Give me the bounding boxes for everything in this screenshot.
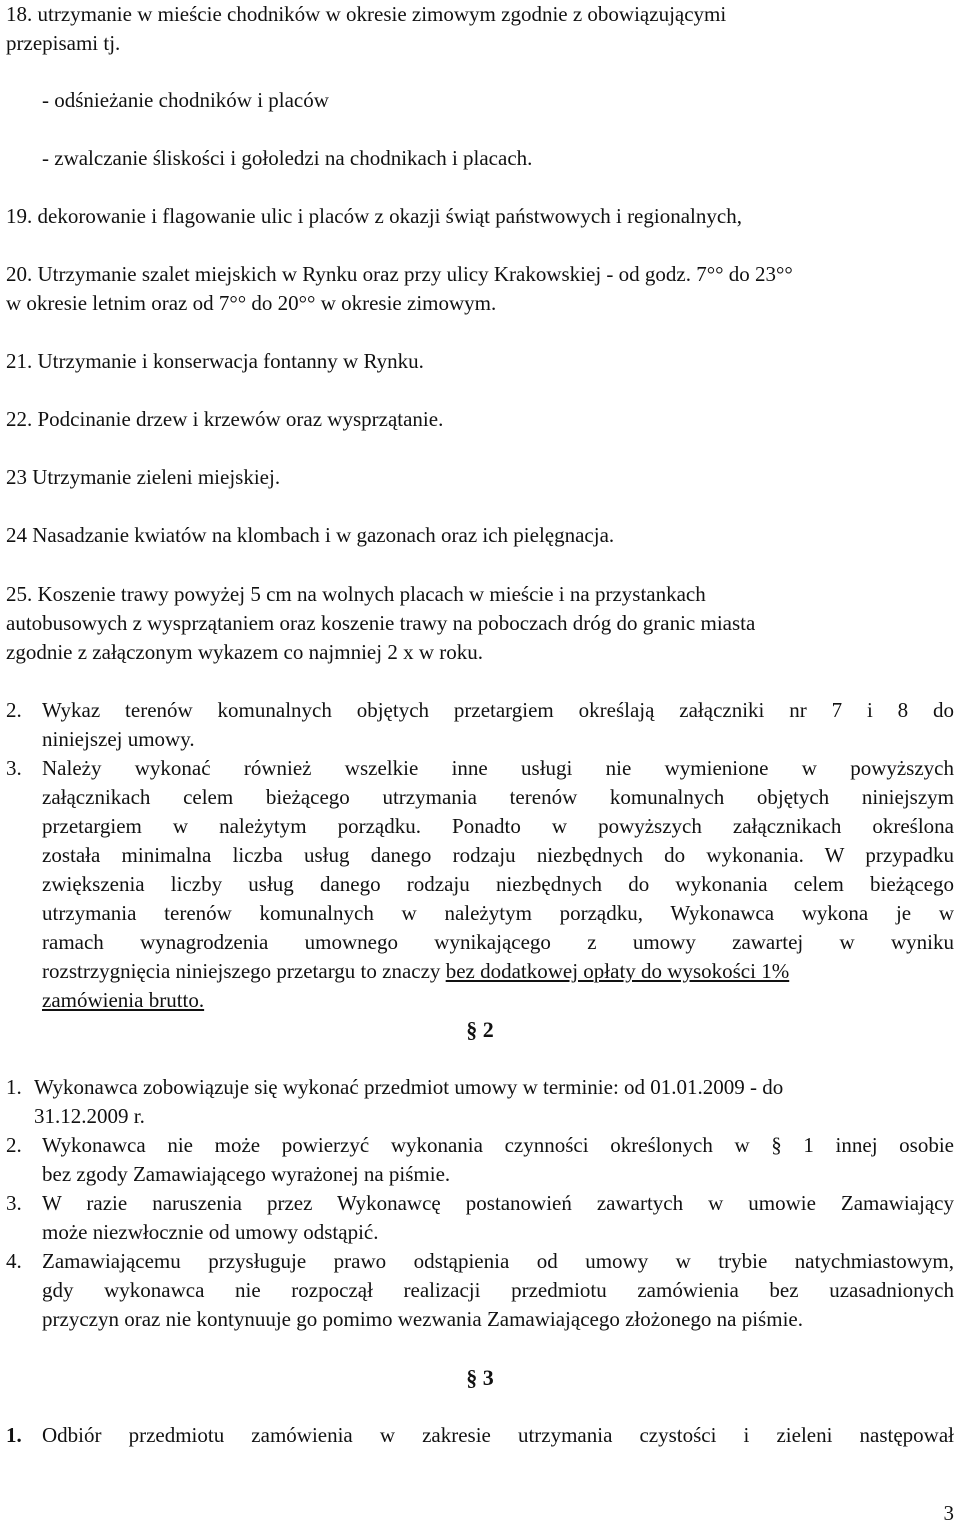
item-24: 24 Nasadzanie kwiatów na klombach i w gazonach oraz ich pielęgnacja. [6, 523, 615, 547]
s2-p3-line-2: może niezwłocznie od umowy odstąpić. [42, 1220, 379, 1244]
point-3-line-5: zwiększenia liczby usług danego rodzaju niezbędnych do wykonania celem bieżącego [42, 872, 954, 896]
point-2-number: 2. [6, 698, 22, 722]
s2-p4-line-2: gdy wykonawca nie rozpoczął realizacji przedmiotu zamówienia bez uzasadnionych [42, 1278, 954, 1302]
s2-p4-line-3: przyczyn oraz nie kontynuuje go pomimo wezwania Zamawiającego złożonego na piśmie. [42, 1307, 803, 1331]
point-3-line-8 [42, 957, 954, 986]
item-25-line-1: 25. Koszenie trawy powyżej 5 cm na wolnych placach w mieście i na przystankach [6, 582, 706, 606]
s2-p3-line-1: W razie naruszenia przez Wykonawcę postanowień zawartych w umowie Zamawiający [42, 1191, 954, 1215]
s2-p1-number: 1. [6, 1075, 22, 1099]
item-22: 22. Podcinanie drzew i krzewów oraz wysprzątanie. [6, 407, 444, 431]
section-3-heading: § 3 [466, 1365, 494, 1390]
item-20-line-1: 20. Utrzymanie szalet miejskich w Rynku oraz przy ulicy Krakowskiej - od godz. 7°° do 23°° [6, 262, 793, 286]
s2-p2-line-1: Wykonawca nie może powierzyć wykonania czynności określonych w § 1 innej osobie [42, 1133, 954, 1157]
point-3-line-2: załącznikach celem bieżącego utrzymania terenów komunalnych objętych niniejszym [42, 785, 954, 809]
item-20-line-2: w okresie letnim oraz od 7°° do 20°° w okresie zimowym. [6, 291, 497, 315]
point-3-line-7: ramach wynagrodzenia umownego wynikającego z umowy zawartej w wyniku [42, 930, 954, 954]
s2-p2-line-2: bez zgody Zamawiającego wyrażonej na piśmie. [42, 1162, 451, 1186]
point-3-line-8-text: rozstrzygnięcia niniejszego przetargu to znaczy [42, 959, 446, 983]
section-2-heading: § 2 [466, 1017, 494, 1042]
item-18-sub-a: - odśnieżanie chodników i placów [42, 88, 329, 112]
item-18-sub-b: - zwalczanie śliskości i gołoledzi na chodnikach i placach. [42, 146, 533, 170]
point-2-line-1: Wykaz terenów komunalnych objętych przetargiem określają załączniki nr 7 i 8 do [42, 698, 954, 722]
item-19: 19. dekorowanie i flagowanie ulic i placów z okazji świąt państwowych i regionalnych, [6, 204, 742, 228]
page-number: 3 [943, 1501, 954, 1525]
item-23: 23 Utrzymanie zieleni miejskiej. [6, 465, 281, 489]
s2-p2-number: 2. [6, 1133, 22, 1157]
s3-p1-number: 1. [6, 1423, 22, 1447]
item-18-line-2: przepisami tj. [6, 31, 121, 55]
point-3-number: 3. [6, 756, 22, 780]
s2-p1-line-1: Wykonawca zobowiązuje się wykonać przedmiot umowy w terminie: od 01.01.2009 - do [34, 1075, 784, 1099]
item-25-line-3: zgodnie z załączonym wykazem co najmniej 2 x w roku. [6, 640, 483, 664]
point-3-line-1: Należy wykonać również wszelkie inne usługi nie wymienione w powyższych [42, 756, 954, 780]
item-21: 21. Utrzymanie i konserwacja fontanny w Rynku. [6, 349, 424, 373]
point-3-line-4: została minimalna liczba usług danego rodzaju niezbędnych do wykonania. W przypadku [42, 843, 954, 867]
s2-p1-line-2: 31.12.2009 r. [34, 1104, 145, 1128]
item-25-line-2: autobusowych z wysprzątaniem oraz koszenie trawy na poboczach dróg do granic miasta [6, 611, 756, 635]
s3-p1-line-1: Odbiór przedmiotu zamówienia w zakresie utrzymania czystości i zieleni następował [42, 1423, 954, 1447]
s2-p4-number: 4. [6, 1249, 22, 1273]
point-3-line-6: utrzymania terenów komunalnych w należytym porządku, Wykonawca wykona je w [42, 901, 954, 925]
point-3-underlined-phrase: bez dodatkowej opłaty do wysokości 1% [445, 959, 790, 983]
point-3-line-3: przetargiem w należytym porządku. Ponadto w powyższych załącznikach określona [42, 814, 954, 838]
s2-p4-line-1: Zamawiającemu przysługuje prawo odstąpienia od umowy w trybie natychmiastowym, [42, 1249, 954, 1273]
s2-p3-number: 3. [6, 1191, 22, 1215]
point-3-line-9: zamówienia brutto. [42, 988, 205, 1012]
point-2-line-2: niniejszej umowy. [42, 727, 195, 751]
item-18-line-1: 18. utrzymanie w mieście chodników w okresie zimowym zgodnie z obowiązującymi [6, 2, 727, 26]
